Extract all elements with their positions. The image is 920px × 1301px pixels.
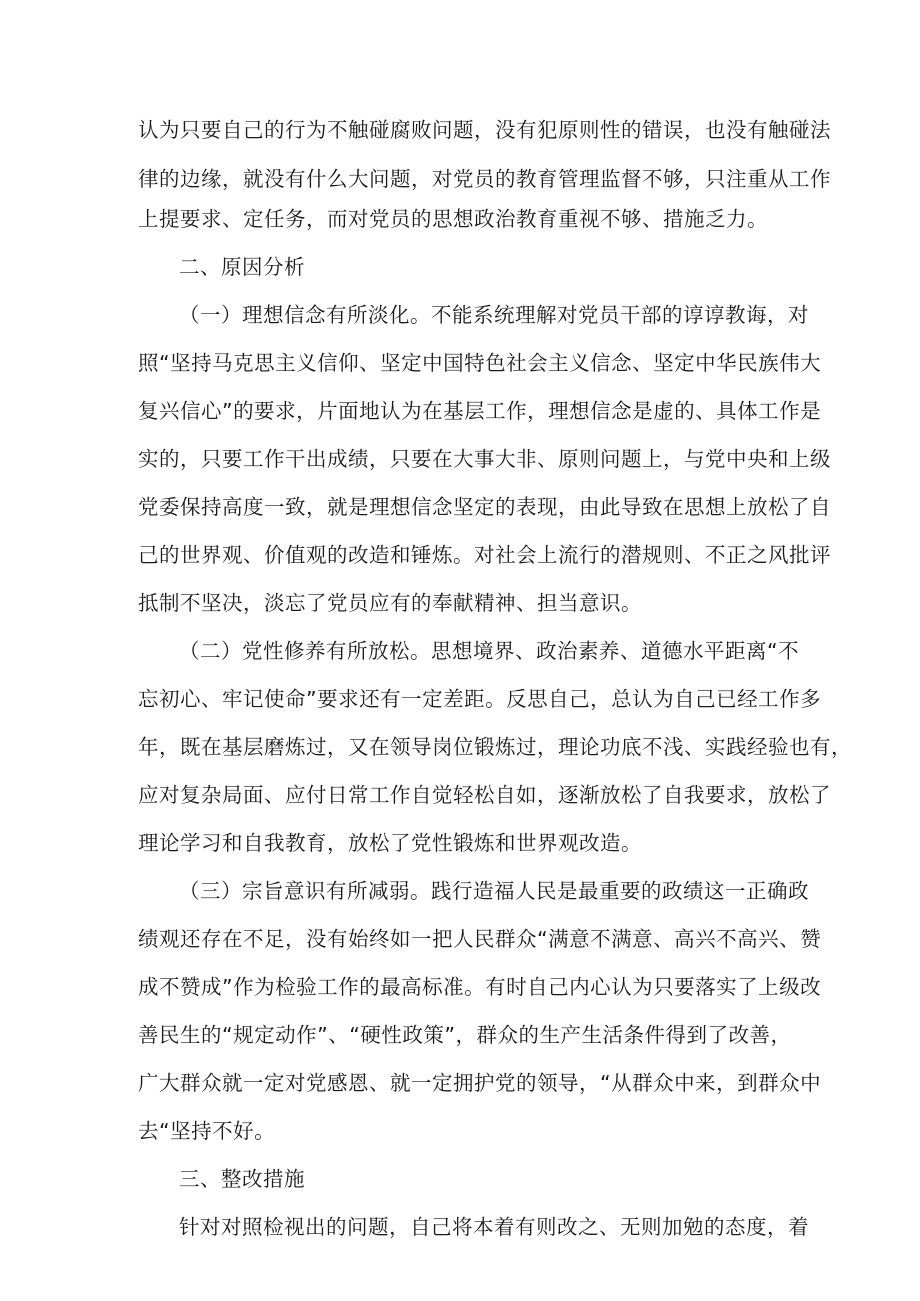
paragraph-line: 实的，只要工作干出成绩，只要在大事大非、原则问题上，与党中央和上级 bbox=[138, 447, 831, 471]
paragraph-line: 复兴信心”的要求，片面地认为在基层工作，理想信念是虚的、具体工作是 bbox=[138, 399, 822, 423]
section-heading-rectification-measures: 三、整改措施 bbox=[179, 1167, 305, 1191]
paragraph-line: （三）宗旨意识有所减弱。践行造福人民是最重要的政绩这一正确政 bbox=[179, 879, 809, 903]
paragraph-line: 成不赞成”作为检验工作的最高标准。有时自己内心认为只要落实了上级改 bbox=[138, 975, 822, 999]
paragraph-line: 应对复杂局面、应付日常工作自觉轻松自如，逐渐放松了自我要求，放松了 bbox=[138, 783, 831, 807]
paragraph-line: （二）党性修养有所放松。思想境界、政治素养、道德水平距离“不 bbox=[179, 639, 800, 663]
paragraph-line: 认为只要自己的行为不触碰腐败问题，没有犯原则性的错误，也没有触碰法 bbox=[138, 118, 831, 142]
paragraph-line: 善民生的“规定动作”、“硬性政策”，群众的生产生活条件得到了改善， bbox=[138, 1023, 792, 1047]
paragraph-line: 照“坚持马克思主义信仰、坚定中国特色社会主义信念、坚定中华民族伟大 bbox=[138, 351, 822, 375]
paragraph-line: 忘初心、牢记使命”要求还有一定差距。反思自己，总认为自己已经工作多 bbox=[138, 687, 822, 711]
paragraph-line: （一）理想信念有所淡化。不能系统理解对党员干部的谆谆教诲，对 bbox=[179, 303, 809, 327]
paragraph-line: 去“坚持不好。 bbox=[138, 1119, 276, 1143]
paragraph-line: 党委保持高度一致，就是理想信念坚定的表现，由此导致在思想上放松了自 bbox=[138, 495, 831, 519]
section-heading-cause-analysis: 二、原因分析 bbox=[179, 255, 305, 279]
paragraph-line: 针对对照检视出的问题，自己将本着有则改之、无则加勉的态度，着 bbox=[179, 1215, 809, 1239]
paragraph-line: 己的世界观、价值观的改造和锤炼。对社会上流行的潜规则、不正之风批评 bbox=[138, 543, 831, 567]
paragraph-line: 律的边缘，就没有什么大问题，对党员的教育管理监督不够，只注重从工作 bbox=[138, 167, 831, 191]
paragraph-line: 广大群众就一定对党感恩、就一定拥护党的领导，“从群众中来，到群众中 bbox=[138, 1071, 822, 1095]
paragraph-line: 上提要求、定任务，而对党员的思想政治教育重视不够、措施乏力。 bbox=[138, 207, 768, 231]
paragraph-line: 抵制不坚决，淡忘了党员应有的奉献精神、担当意识。 bbox=[138, 591, 642, 615]
paragraph-line: 绩观还存在不足，没有始终如一把人民群众“满意不满意、高兴不高兴、赞 bbox=[138, 927, 822, 951]
paragraph-line: 理论学习和自我教育，放松了党性锻炼和世界观改造。 bbox=[138, 831, 642, 855]
paragraph-line: 年，既在基层磨炼过，又在领导岗位锻炼过，理论功底不浅、实践经验也有， bbox=[138, 735, 852, 759]
